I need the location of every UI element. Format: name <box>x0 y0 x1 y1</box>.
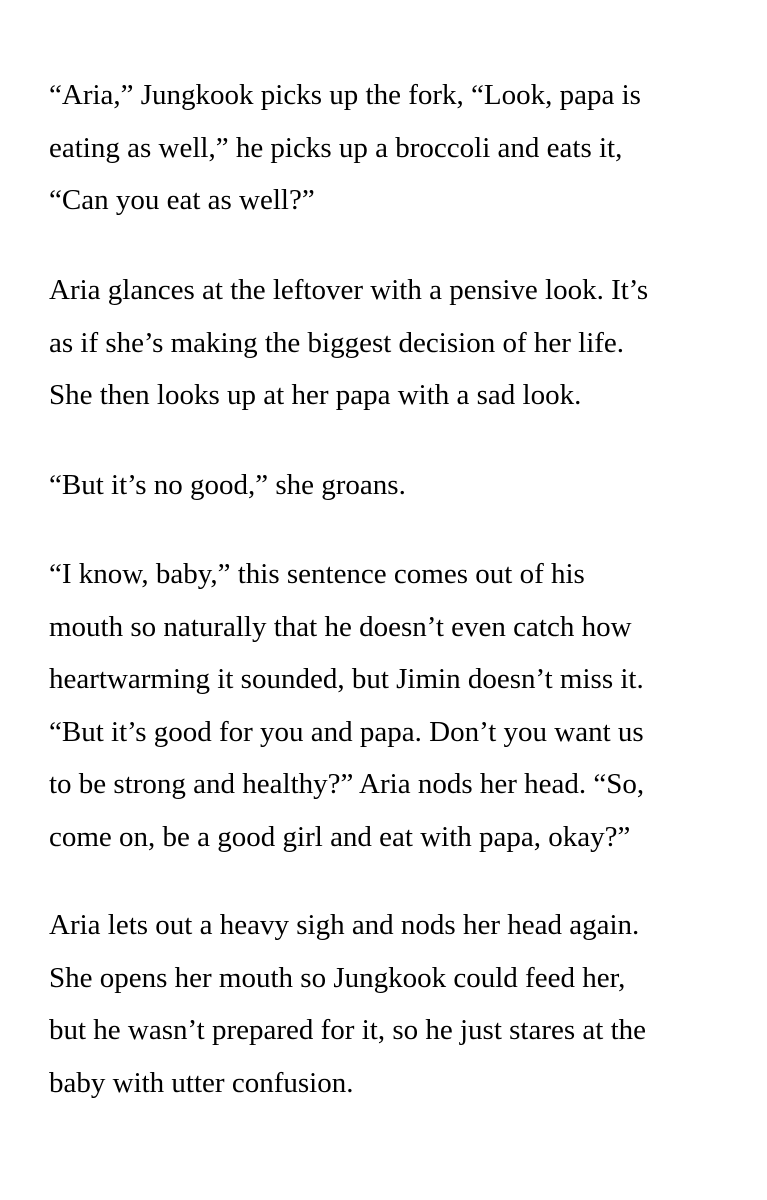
paragraph-line: “But it’s good for you and papa. Don’t you want us <box>49 715 644 748</box>
paragraph-line: “Can you eat as well?” <box>49 184 315 216</box>
paragraph-line: mouth so naturally that he doesn’t even catch how <box>49 610 632 643</box>
paragraph-2 <box>49 264 749 422</box>
paragraph-3 <box>49 459 749 512</box>
paragraph-line: but he wasn’t prepared for it, so he just stares at the <box>49 1014 647 1046</box>
paragraph-5 <box>49 899 749 1109</box>
paragraph-line: heartwarming it sounded, but Jimin doesn’t miss it. <box>49 663 644 695</box>
paragraph-line: She opens her mouth so Jungkook could feed her, <box>49 961 626 994</box>
paragraph-line: as if she’s making the biggest decision of her life. <box>49 326 625 359</box>
paragraph-line: Aria glances at the leftover with a pensive look. It’s <box>49 274 649 306</box>
paragraph-line: Aria lets out a heavy sigh and nods her head again. <box>49 909 640 941</box>
paragraph-line: “Aria,” Jungkook picks up the fork, “Look, papa is <box>49 79 641 111</box>
paragraph-line: “I know, baby,” this sentence comes out of his <box>49 558 585 590</box>
paragraph-line: “But it’s no good,” she groans. <box>49 469 406 501</box>
paragraph-4 <box>49 548 749 863</box>
paragraph-1 <box>49 69 749 227</box>
paragraph-line: She then looks up at her papa with a sad look. <box>49 379 582 411</box>
paragraph-line: come on, be a good girl and eat with papa, okay?” <box>49 820 631 853</box>
paragraph-line: eating as well,” he picks up a broccoli and eats it, <box>49 131 623 164</box>
paragraph-line: baby with utter confusion. <box>49 1066 354 1099</box>
paragraph-line: to be strong and healthy?” Aria nods her head. “So, <box>49 768 645 800</box>
